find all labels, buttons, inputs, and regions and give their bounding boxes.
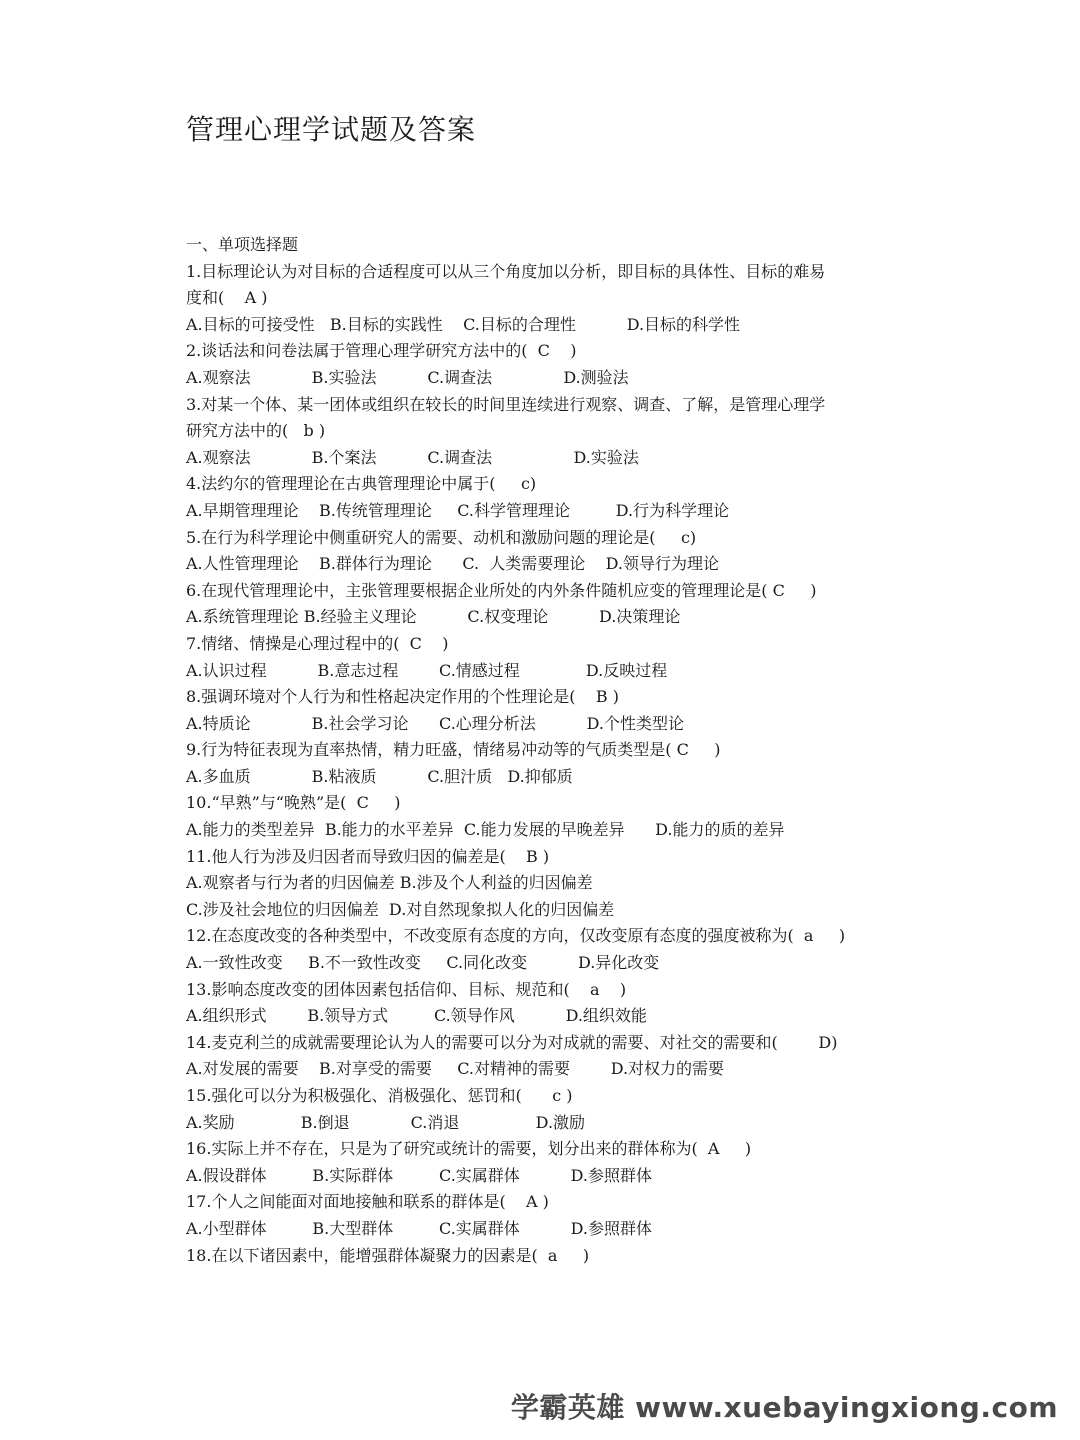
text-line: 10.“早熟”与“晚熟”是( C ) [186, 793, 401, 813]
text-line: 4.法约尔的管理理论在古典管理理论中属于( c) [186, 474, 537, 494]
text-line: 12.在态度改变的各种类型中，不改变原有态度的方向，仅改变原有态度的强度被称为( a ) [186, 926, 846, 946]
text-line: A.早期管理理论 B.传统管理理论 C.科学管理理论 D.行为科学理论 [186, 500, 730, 520]
text-line: 5.在行为科学理论中侧重研究人的需要、动机和激励问题的理论是( c) [186, 527, 697, 547]
text-line: 度和( A ) [186, 288, 268, 308]
text-line: A.假设群体 B.实际群体 C.实属群体 D.参照群体 [186, 1165, 652, 1185]
text-line: 15.强化可以分为积极强化、消极强化、惩罚和( c ) [186, 1086, 573, 1105]
text-line: 11.他人行为涉及归因者而导致归因的偏差是( B ) [186, 846, 550, 866]
text-line: A.对发展的需要 B.对享受的需要 C.对精神的需要 D.对权力的需要 [186, 1059, 725, 1079]
text-line: 3.对某一个体、某一团体或组织在较长的时间里连续进行观察、调查、了解，是管理心理学 [186, 394, 826, 414]
text-line: 9.行为特征表现为直率热情，精力旺盛，情绪易冲动等的气质类型是( C ) [186, 740, 721, 760]
text-line: 13.影响态度改变的团体因素包括信仰、目标、规范和( a ) [186, 979, 627, 999]
text-line: 16.实际上并不存在，只是为了研究或统计的需要，划分出来的群体称为( A ) [186, 1139, 752, 1159]
text-line: A.奖励 B.倒退 C.消退 D.激励 [186, 1112, 586, 1132]
site-watermark: 学霸英雄 www.xuebayingxiong.com [510, 1391, 1058, 1424]
text-line: A.目标的可接受性 B.目标的实践性 C.目标的合理性 D.目标的科学性 [186, 314, 741, 334]
text-line: A.多血质 B.粘液质 C.胆汁质 D.抑郁质 [186, 766, 573, 786]
text-line: A.组织形式 B.领导方式 C.领导作风 D.组织效能 [186, 1006, 647, 1026]
text-line: 2.谈话法和问卷法属于管理心理学研究方法中的( C ) [186, 341, 577, 361]
text-line: A.系统管理理论 B.经验主义理论 C.权变理论 D.决策理论 [186, 607, 681, 627]
document-title: 管理心理学试题及答案 [186, 113, 477, 146]
text-line: A.特质论 B.社会学习论 C.心理分析法 D.个性类型论 [186, 713, 684, 733]
text-line: 6.在现代管理理论中，主张管理要根据企业所处的内外条件随机应变的管理理论是( C ) [186, 580, 817, 600]
document-body [186, 232, 906, 1269]
text-line: 研究方法中的( b ) [186, 421, 326, 441]
text-line: A.观察法 B.实验法 C.调查法 D.测验法 [186, 367, 629, 387]
text-line: A.人性管理理论 B.群体行为理论 C. 人类需要理论 D.领导行为理论 [186, 554, 719, 574]
text-line: C.涉及社会地位的归因偏差 D.对自然现象拟人化的归因偏差 [186, 899, 615, 919]
text-line: A.能力的类型差异 B.能力的水平差异 C.能力发展的早晚差异 D.能力的质的差异 [186, 820, 785, 840]
text-line: 1.目标理论认为对目标的合适程度可以从三个角度加以分析，即目标的具体性、目标的难易 [186, 261, 826, 281]
text-line: 7.情绪、情操是心理过程中的( C ) [186, 633, 449, 653]
text-line: 14.麦克利兰的成就需要理论认为人的需要可以分为对成就的需要、对社交的需要和( D) [186, 1032, 838, 1052]
section-heading: 一、单项选择题 [186, 235, 299, 254]
text-line: 18.在以下诸因素中，能增强群体凝聚力的因素是( a ) [186, 1245, 590, 1265]
text-line: A.一致性改变 B.不一致性改变 C.同化改变 D.异化改变 [186, 953, 660, 973]
text-line: 8.强调环境对个人行为和性格起决定作用的个性理论是( B ) [186, 687, 619, 707]
text-line: A.小型群体 B.大型群体 C.实属群体 D.参照群体 [186, 1218, 652, 1238]
text-line: A.观察法 B.个案法 C.调查法 D.实验法 [186, 447, 639, 467]
text-line: 17.个人之间能面对面地接触和联系的群体是( A ) [186, 1192, 549, 1212]
text-line: A.观察者与行为者的归因偏差 B.涉及个人利益的归因偏差 [186, 873, 593, 893]
text-line: A.认识过程 B.意志过程 C.情感过程 D.反映过程 [186, 660, 668, 680]
